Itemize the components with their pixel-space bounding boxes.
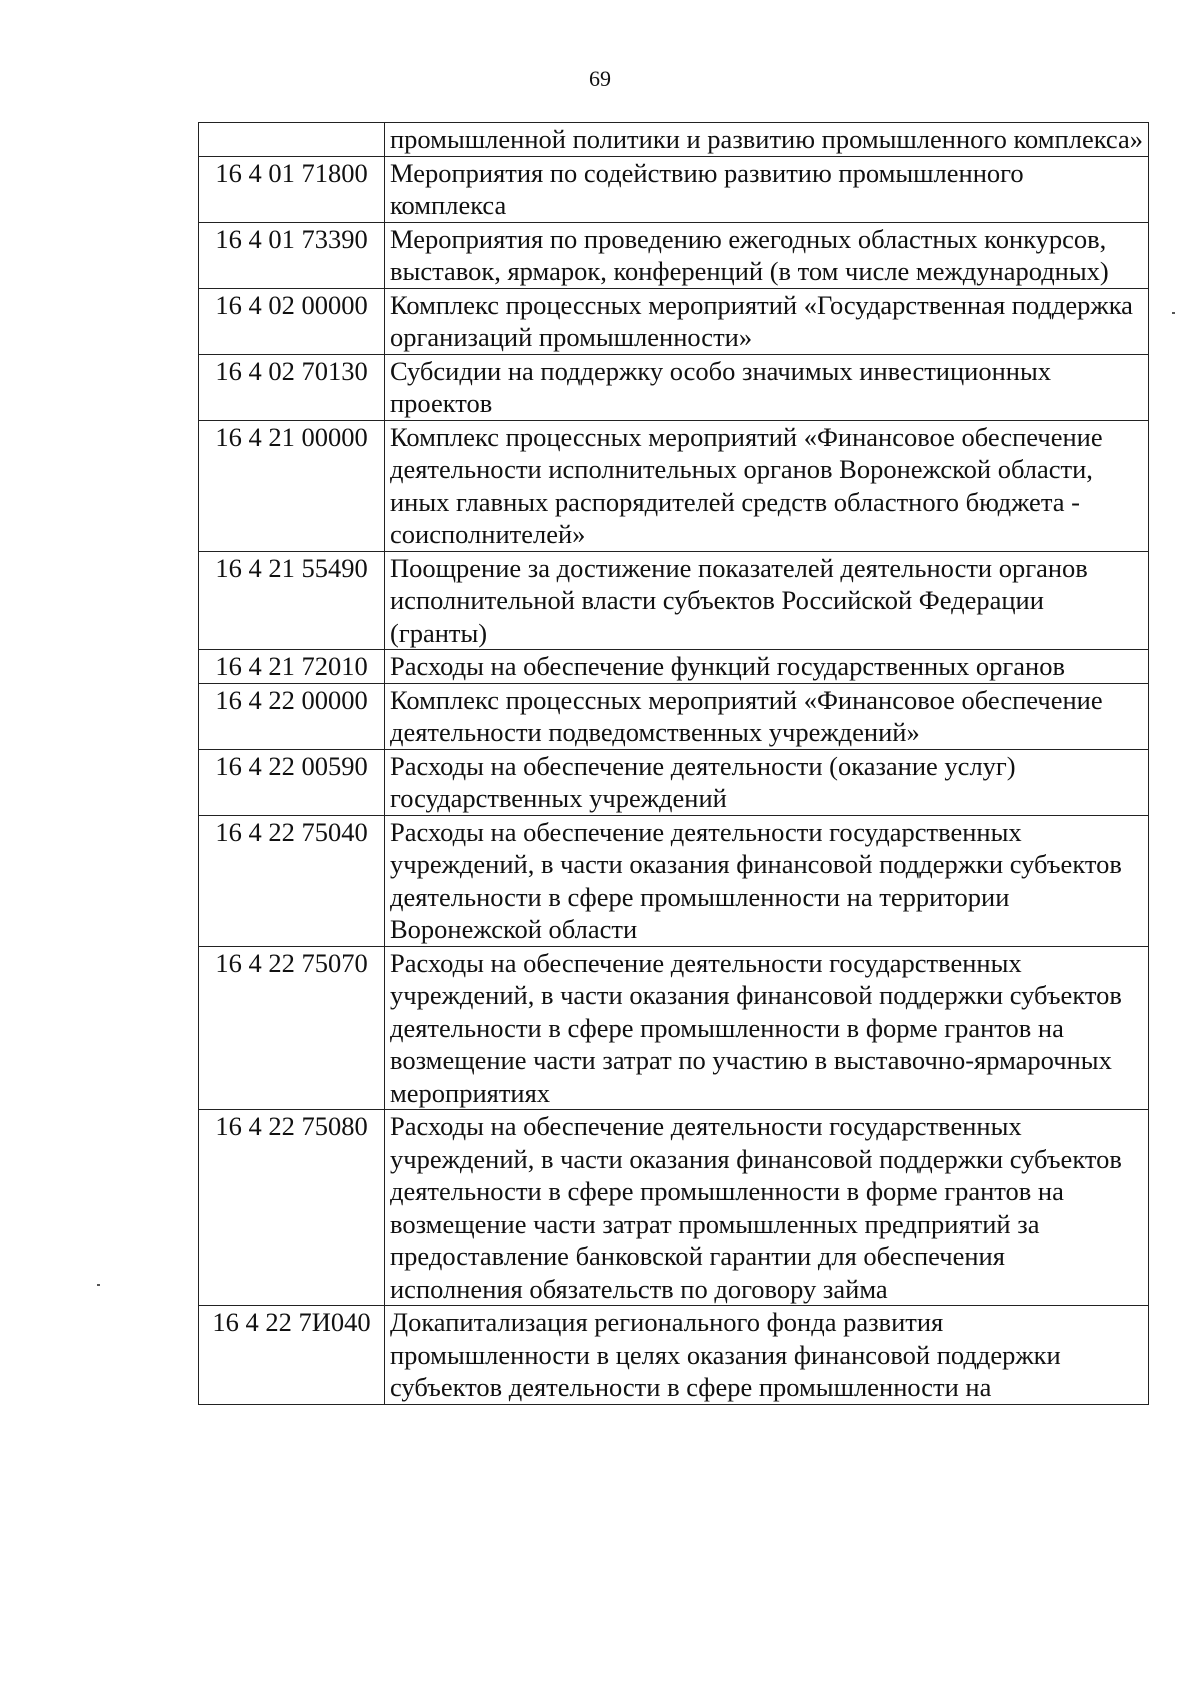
table-row [199,1306,1149,1405]
table-row [199,156,1149,222]
table-row [199,815,1149,946]
row-code: 16 4 22 75070 [199,946,385,1110]
row-description: Расходы на обеспечение функций государственных органов [385,650,1149,684]
row-code: 16 4 22 7И040 [199,1306,385,1405]
row-code: 16 4 02 00000 [199,288,385,354]
table-row [199,946,1149,1110]
row-code: 16 4 22 75080 [199,1110,385,1306]
row-description: Комплекс процессных мероприятий «Финансовое обеспечение деятельности исполнительных органов Воронежской области, иных главных распорядителей средств областного бюджета - соисполнителей» [385,420,1149,551]
table-row [199,354,1149,420]
row-description: Расходы на обеспечение деятельности государственных учреждений, в части оказания финансовой поддержки субъектов деятельности в сфере промышленности в форме грантов на возмещение части затрат промышленных предприятий за предоставление банковской гарантии для обеспечения исполнения обязательств по договору займа [385,1110,1149,1306]
row-code: 16 4 01 73390 [199,222,385,288]
row-code: 16 4 02 70130 [199,354,385,420]
row-description: Комплекс процессных мероприятий «Финансовое обеспечение деятельности подведомственных учреждений» [385,683,1149,749]
row-description: промышленной политики и развитию промышленного комплекса» [385,123,1149,157]
row-code [199,123,385,157]
row-code: 16 4 22 00590 [199,749,385,815]
row-code: 16 4 21 00000 [199,420,385,551]
table-row [199,288,1149,354]
row-description: Мероприятия по проведению ежегодных областных конкурсов, выставок, ярмарок, конференций (в том числе международных) [385,222,1149,288]
table-row [199,123,1149,157]
row-description: Поощрение за достижение показателей деятельности органов исполнительной власти субъектов Российской Федерации (гранты) [385,551,1149,650]
scan-speck [97,1284,100,1286]
row-description: Комплекс процессных мероприятий «Государственная поддержка организаций промышленности» [385,288,1149,354]
row-description: Субсидии на поддержку особо значимых инвестиционных проектов [385,354,1149,420]
row-description: Расходы на обеспечение деятельности государственных учреждений, в части оказания финансовой поддержки субъектов деятельности в сфере промышленности на территории Воронежской области [385,815,1149,946]
table-row [199,650,1149,684]
row-code: 16 4 22 00000 [199,683,385,749]
row-code: 16 4 01 71800 [199,156,385,222]
table-row [199,551,1149,650]
table-row [199,420,1149,551]
row-code: 16 4 22 75040 [199,815,385,946]
row-description: Мероприятия по содействию развитию промышленного комплекса [385,156,1149,222]
table-row [199,749,1149,815]
row-code: 16 4 21 55490 [199,551,385,650]
table-row [199,683,1149,749]
row-description: Расходы на обеспечение деятельности государственных учреждений, в части оказания финансовой поддержки субъектов деятельности в сфере промышленности в форме грантов на возмещение части затрат по участию в выставочно-ярмарочных мероприятиях [385,946,1149,1110]
budget-classification-table [198,122,1149,1405]
row-description: Расходы на обеспечение деятельности (оказание услуг) государственных учреждений [385,749,1149,815]
scan-speck [1172,312,1175,314]
row-code: 16 4 21 72010 [199,650,385,684]
row-description: Докапитализация регионального фонда развития промышленности в целях оказания финансовой поддержки субъектов деятельности в сфере промышленности на [385,1306,1149,1405]
page-number: 69 [589,66,611,91]
table-row [199,1110,1149,1306]
table-row [199,222,1149,288]
